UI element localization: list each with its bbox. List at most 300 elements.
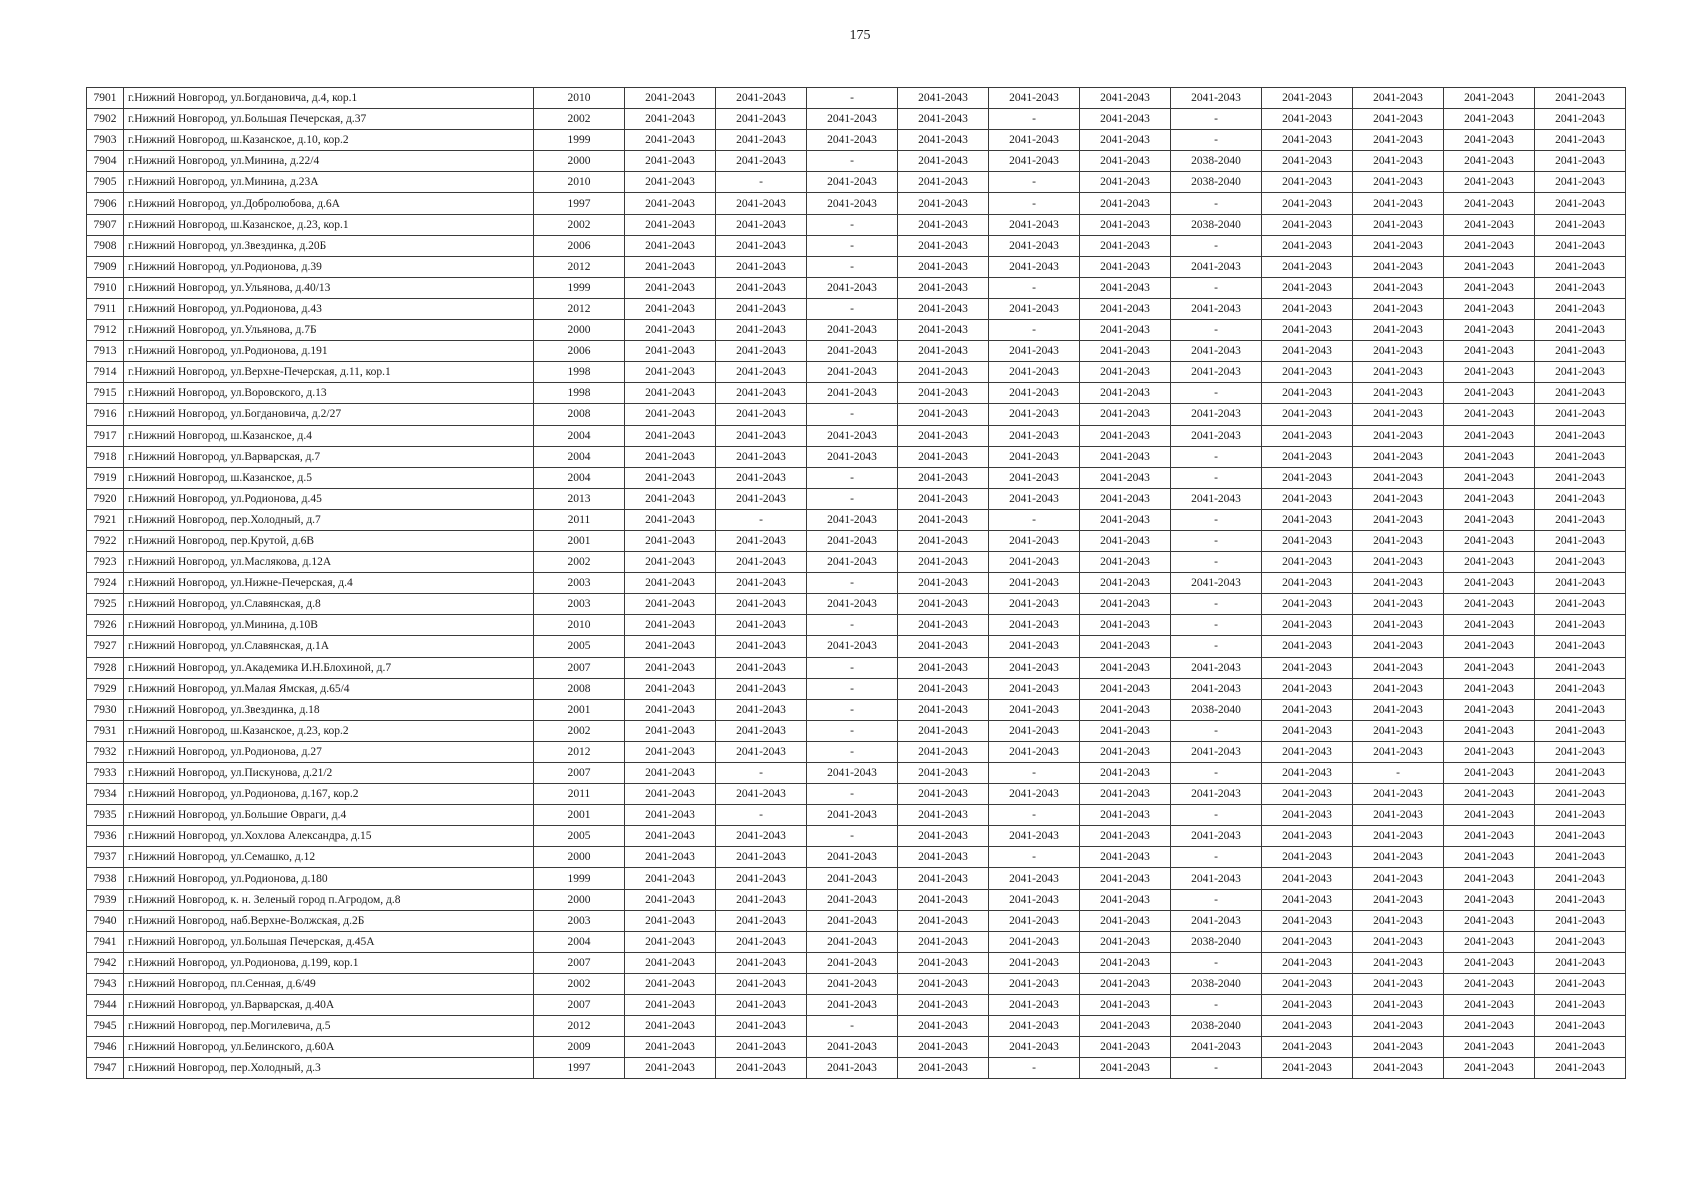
cell-period-6: 2041-2043 — [1080, 1058, 1171, 1079]
cell-year-built: 2007 — [534, 657, 625, 678]
cell-period-10: 2041-2043 — [1444, 530, 1535, 551]
cell-period-2: 2041-2043 — [716, 594, 807, 615]
cell-period-3: 2041-2043 — [807, 383, 898, 404]
table-row — [87, 488, 1626, 509]
cell-period-11: 2041-2043 — [1535, 573, 1626, 594]
cell-period-1: 2041-2043 — [625, 1037, 716, 1058]
cell-row-number: 7935 — [87, 805, 124, 826]
cell-year-built: 2007 — [534, 952, 625, 973]
cell-period-3: - — [807, 256, 898, 277]
cell-year-built: 2005 — [534, 636, 625, 657]
cell-period-4: 2041-2043 — [898, 678, 989, 699]
cell-period-5: - — [989, 109, 1080, 130]
cell-period-6: 2041-2043 — [1080, 1016, 1171, 1037]
cell-period-1: 2041-2043 — [625, 636, 716, 657]
cell-period-7: - — [1171, 320, 1262, 341]
cell-period-9: 2041-2043 — [1353, 636, 1444, 657]
cell-year-built: 2002 — [534, 214, 625, 235]
cell-row-number: 7924 — [87, 573, 124, 594]
cell-period-1: 2041-2043 — [625, 151, 716, 172]
cell-period-6: 2041-2043 — [1080, 805, 1171, 826]
cell-year-built: 2003 — [534, 573, 625, 594]
table-row — [87, 552, 1626, 573]
cell-period-4: 2041-2043 — [898, 530, 989, 551]
cell-period-1: 2041-2043 — [625, 362, 716, 383]
cell-period-3: - — [807, 699, 898, 720]
cell-period-2: 2041-2043 — [716, 952, 807, 973]
cell-year-built: 2013 — [534, 488, 625, 509]
cell-period-10: 2041-2043 — [1444, 362, 1535, 383]
cell-period-2: 2041-2043 — [716, 699, 807, 720]
cell-period-9: 2041-2043 — [1353, 720, 1444, 741]
cell-period-9: 2041-2043 — [1353, 488, 1444, 509]
cell-period-11: 2041-2043 — [1535, 235, 1626, 256]
cell-row-number: 7925 — [87, 594, 124, 615]
cell-period-5: - — [989, 1058, 1080, 1079]
table-row — [87, 214, 1626, 235]
cell-year-built: 2000 — [534, 320, 625, 341]
cell-period-10: 2041-2043 — [1444, 699, 1535, 720]
cell-period-5: 2041-2043 — [989, 130, 1080, 151]
cell-period-2: 2041-2043 — [716, 615, 807, 636]
cell-period-1: 2041-2043 — [625, 320, 716, 341]
cell-period-8: 2041-2043 — [1262, 256, 1353, 277]
cell-period-2: 2041-2043 — [716, 277, 807, 298]
cell-address: г.Нижний Новгород, ш.Казанское, д.23, кор.1 — [124, 214, 534, 235]
cell-period-9: 2041-2043 — [1353, 1016, 1444, 1037]
cell-period-7: - — [1171, 594, 1262, 615]
cell-period-6: 2041-2043 — [1080, 277, 1171, 298]
cell-period-7: - — [1171, 995, 1262, 1016]
cell-address: г.Нижний Новгород, ул.Добролюбова, д.6А — [124, 193, 534, 214]
cell-period-2: - — [716, 172, 807, 193]
cell-period-4: 2041-2043 — [898, 763, 989, 784]
cell-period-5: 2041-2043 — [989, 383, 1080, 404]
cell-period-3: - — [807, 404, 898, 425]
cell-year-built: 2001 — [534, 530, 625, 551]
cell-period-7: - — [1171, 720, 1262, 741]
cell-period-11: 2041-2043 — [1535, 615, 1626, 636]
cell-period-4: 2041-2043 — [898, 88, 989, 109]
cell-period-11: 2041-2043 — [1535, 910, 1626, 931]
cell-period-8: 2041-2043 — [1262, 741, 1353, 762]
cell-period-10: 2041-2043 — [1444, 657, 1535, 678]
cell-period-6: 2041-2043 — [1080, 488, 1171, 509]
table-row — [87, 657, 1626, 678]
cell-period-8: 2041-2043 — [1262, 847, 1353, 868]
cell-period-3: - — [807, 678, 898, 699]
cell-period-9: 2041-2043 — [1353, 341, 1444, 362]
cell-period-9: 2041-2043 — [1353, 615, 1444, 636]
cell-period-4: 2041-2043 — [898, 172, 989, 193]
cell-period-11: 2041-2043 — [1535, 720, 1626, 741]
cell-period-7: 2041-2043 — [1171, 910, 1262, 931]
cell-period-10: 2041-2043 — [1444, 678, 1535, 699]
cell-period-3: 2041-2043 — [807, 1037, 898, 1058]
cell-period-11: 2041-2043 — [1535, 678, 1626, 699]
cell-year-built: 2002 — [534, 973, 625, 994]
cell-period-10: 2041-2043 — [1444, 952, 1535, 973]
cell-period-3: 2041-2043 — [807, 193, 898, 214]
cell-period-9: 2041-2043 — [1353, 404, 1444, 425]
cell-period-5: - — [989, 509, 1080, 530]
cell-row-number: 7930 — [87, 699, 124, 720]
cell-row-number: 7905 — [87, 172, 124, 193]
cell-period-10: 2041-2043 — [1444, 151, 1535, 172]
cell-row-number: 7933 — [87, 763, 124, 784]
cell-period-4: 2041-2043 — [898, 868, 989, 889]
cell-address: г.Нижний Новгород, ул.Родионова, д.191 — [124, 341, 534, 362]
cell-period-10: 2041-2043 — [1444, 931, 1535, 952]
cell-period-4: 2041-2043 — [898, 109, 989, 130]
table-row — [87, 973, 1626, 994]
cell-period-9: 2041-2043 — [1353, 467, 1444, 488]
cell-period-3: 2041-2043 — [807, 277, 898, 298]
cell-period-4: 2041-2043 — [898, 214, 989, 235]
cell-period-1: 2041-2043 — [625, 552, 716, 573]
cell-period-4: 2041-2043 — [898, 362, 989, 383]
cell-period-3: - — [807, 88, 898, 109]
cell-period-4: 2041-2043 — [898, 277, 989, 298]
cell-period-3: - — [807, 298, 898, 319]
cell-period-8: 2041-2043 — [1262, 973, 1353, 994]
cell-period-8: 2041-2043 — [1262, 88, 1353, 109]
table-row — [87, 784, 1626, 805]
cell-year-built: 2005 — [534, 826, 625, 847]
cell-period-7: 2041-2043 — [1171, 88, 1262, 109]
table-row — [87, 109, 1626, 130]
cell-period-4: 2041-2043 — [898, 720, 989, 741]
cell-period-4: 2041-2043 — [898, 826, 989, 847]
cell-period-10: 2041-2043 — [1444, 720, 1535, 741]
cell-address: г.Нижний Новгород, ул.Нижне-Печерская, д.4 — [124, 573, 534, 594]
cell-period-10: 2041-2043 — [1444, 784, 1535, 805]
cell-period-10: 2041-2043 — [1444, 320, 1535, 341]
cell-period-3: - — [807, 615, 898, 636]
cell-period-8: 2041-2043 — [1262, 383, 1353, 404]
cell-period-4: 2041-2043 — [898, 1037, 989, 1058]
cell-period-9: 2041-2043 — [1353, 1058, 1444, 1079]
cell-period-11: 2041-2043 — [1535, 530, 1626, 551]
cell-year-built: 2001 — [534, 699, 625, 720]
cell-period-11: 2041-2043 — [1535, 425, 1626, 446]
cell-period-5: - — [989, 320, 1080, 341]
cell-period-6: 2041-2043 — [1080, 235, 1171, 256]
cell-period-11: 2041-2043 — [1535, 995, 1626, 1016]
cell-year-built: 2010 — [534, 88, 625, 109]
cell-period-3: 2041-2043 — [807, 1058, 898, 1079]
cell-period-2: - — [716, 805, 807, 826]
cell-period-4: 2041-2043 — [898, 298, 989, 319]
cell-address: г.Нижний Новгород, ул.Семашко, д.12 — [124, 847, 534, 868]
cell-period-6: 2041-2043 — [1080, 973, 1171, 994]
cell-period-9: 2041-2043 — [1353, 425, 1444, 446]
table-row — [87, 889, 1626, 910]
cell-period-3: - — [807, 784, 898, 805]
cell-period-3: 2041-2043 — [807, 952, 898, 973]
table-row — [87, 172, 1626, 193]
cell-year-built: 1999 — [534, 868, 625, 889]
cell-period-5: 2041-2043 — [989, 1037, 1080, 1058]
table-row — [87, 847, 1626, 868]
cell-period-10: 2041-2043 — [1444, 594, 1535, 615]
table-row — [87, 383, 1626, 404]
cell-period-9: 2041-2043 — [1353, 383, 1444, 404]
cell-period-10: 2041-2043 — [1444, 425, 1535, 446]
cell-period-9: 2041-2043 — [1353, 214, 1444, 235]
table-row — [87, 1037, 1626, 1058]
cell-period-7: 2041-2043 — [1171, 256, 1262, 277]
cell-period-10: 2041-2043 — [1444, 889, 1535, 910]
cell-address: г.Нижний Новгород, ул.Славянская, д.8 — [124, 594, 534, 615]
cell-row-number: 7909 — [87, 256, 124, 277]
cell-address: г.Нижний Новгород, ул.Ульянова, д.7Б — [124, 320, 534, 341]
cell-period-8: 2041-2043 — [1262, 235, 1353, 256]
cell-period-9: 2041-2043 — [1353, 193, 1444, 214]
cell-period-10: 2041-2043 — [1444, 88, 1535, 109]
cell-period-2: 2041-2043 — [716, 467, 807, 488]
table-row — [87, 952, 1626, 973]
cell-period-3: 2041-2043 — [807, 868, 898, 889]
cell-period-7: - — [1171, 552, 1262, 573]
cell-period-10: 2041-2043 — [1444, 1037, 1535, 1058]
cell-period-10: 2041-2043 — [1444, 826, 1535, 847]
cell-period-2: 2041-2043 — [716, 109, 807, 130]
cell-period-6: 2041-2043 — [1080, 931, 1171, 952]
cell-period-10: 2041-2043 — [1444, 193, 1535, 214]
cell-period-2: 2041-2043 — [716, 235, 807, 256]
cell-period-1: 2041-2043 — [625, 214, 716, 235]
cell-period-4: 2041-2043 — [898, 1058, 989, 1079]
cell-period-2: 2041-2043 — [716, 256, 807, 277]
cell-period-7: - — [1171, 615, 1262, 636]
cell-period-3: 2041-2043 — [807, 130, 898, 151]
cell-period-4: 2041-2043 — [898, 699, 989, 720]
cell-period-1: 2041-2043 — [625, 826, 716, 847]
cell-period-9: 2041-2043 — [1353, 151, 1444, 172]
cell-period-5: 2041-2043 — [989, 256, 1080, 277]
cell-period-6: 2041-2043 — [1080, 509, 1171, 530]
cell-period-2: 2041-2043 — [716, 720, 807, 741]
cell-period-6: 2041-2043 — [1080, 467, 1171, 488]
cell-year-built: 2003 — [534, 910, 625, 931]
cell-period-5: - — [989, 277, 1080, 298]
cell-period-6: 2041-2043 — [1080, 446, 1171, 467]
cell-period-4: 2041-2043 — [898, 931, 989, 952]
cell-period-1: 2041-2043 — [625, 847, 716, 868]
cell-period-4: 2041-2043 — [898, 383, 989, 404]
cell-period-6: 2041-2043 — [1080, 362, 1171, 383]
cell-period-3: 2041-2043 — [807, 847, 898, 868]
cell-period-3: 2041-2043 — [807, 763, 898, 784]
cell-period-3: 2041-2043 — [807, 109, 898, 130]
cell-period-5: 2041-2043 — [989, 784, 1080, 805]
cell-period-8: 2041-2043 — [1262, 805, 1353, 826]
cell-period-7: 2041-2043 — [1171, 868, 1262, 889]
cell-period-4: 2041-2043 — [898, 467, 989, 488]
cell-period-5: - — [989, 805, 1080, 826]
cell-period-6: 2041-2043 — [1080, 193, 1171, 214]
cell-year-built: 2000 — [534, 151, 625, 172]
cell-period-8: 2041-2043 — [1262, 889, 1353, 910]
cell-period-6: 2041-2043 — [1080, 530, 1171, 551]
cell-address: г.Нижний Новгород, ул.Звездинка, д.18 — [124, 699, 534, 720]
cell-period-4: 2041-2043 — [898, 995, 989, 1016]
cell-row-number: 7941 — [87, 931, 124, 952]
cell-period-6: 2041-2043 — [1080, 910, 1171, 931]
cell-period-4: 2041-2043 — [898, 847, 989, 868]
cell-address: г.Нижний Новгород, ул.Родионова, д.180 — [124, 868, 534, 889]
table-row — [87, 509, 1626, 530]
cell-period-8: 2041-2043 — [1262, 868, 1353, 889]
cell-period-1: 2041-2043 — [625, 488, 716, 509]
cell-period-10: 2041-2043 — [1444, 488, 1535, 509]
cell-period-8: 2041-2043 — [1262, 530, 1353, 551]
cell-period-5: 2041-2043 — [989, 931, 1080, 952]
cell-row-number: 7936 — [87, 826, 124, 847]
cell-row-number: 7907 — [87, 214, 124, 235]
cell-period-6: 2041-2043 — [1080, 889, 1171, 910]
cell-period-9: 2041-2043 — [1353, 88, 1444, 109]
cell-period-3: 2041-2043 — [807, 910, 898, 931]
cell-period-1: 2041-2043 — [625, 277, 716, 298]
cell-period-5: 2041-2043 — [989, 446, 1080, 467]
cell-period-1: 2041-2043 — [625, 699, 716, 720]
cell-period-3: 2041-2043 — [807, 509, 898, 530]
cell-period-2: 2041-2043 — [716, 151, 807, 172]
cell-period-2: 2041-2043 — [716, 446, 807, 467]
cell-row-number: 7915 — [87, 383, 124, 404]
cell-period-11: 2041-2043 — [1535, 383, 1626, 404]
cell-period-4: 2041-2043 — [898, 1016, 989, 1037]
cell-period-1: 2041-2043 — [625, 910, 716, 931]
cell-period-11: 2041-2043 — [1535, 784, 1626, 805]
cell-period-8: 2041-2043 — [1262, 151, 1353, 172]
cell-period-5: 2041-2043 — [989, 995, 1080, 1016]
cell-period-2: 2041-2043 — [716, 1037, 807, 1058]
cell-period-5: 2041-2043 — [989, 235, 1080, 256]
cell-period-1: 2041-2043 — [625, 805, 716, 826]
cell-period-3: - — [807, 826, 898, 847]
cell-period-5: 2041-2043 — [989, 488, 1080, 509]
cell-period-10: 2041-2043 — [1444, 509, 1535, 530]
cell-period-11: 2041-2043 — [1535, 657, 1626, 678]
cell-period-6: 2041-2043 — [1080, 88, 1171, 109]
cell-period-8: 2041-2043 — [1262, 720, 1353, 741]
cell-period-7: 2041-2043 — [1171, 741, 1262, 762]
cell-period-3: 2041-2043 — [807, 889, 898, 910]
cell-period-1: 2041-2043 — [625, 109, 716, 130]
cell-period-6: 2041-2043 — [1080, 425, 1171, 446]
cell-period-9: 2041-2043 — [1353, 256, 1444, 277]
cell-period-5: 2041-2043 — [989, 151, 1080, 172]
cell-period-10: 2041-2043 — [1444, 383, 1535, 404]
cell-period-7: 2041-2043 — [1171, 826, 1262, 847]
cell-year-built: 2001 — [534, 805, 625, 826]
cell-period-11: 2041-2043 — [1535, 889, 1626, 910]
cell-period-10: 2041-2043 — [1444, 277, 1535, 298]
cell-period-7: - — [1171, 130, 1262, 151]
cell-period-7: - — [1171, 467, 1262, 488]
cell-period-9: 2041-2043 — [1353, 699, 1444, 720]
cell-period-4: 2041-2043 — [898, 130, 989, 151]
cell-period-9: 2041-2043 — [1353, 995, 1444, 1016]
cell-period-5: 2041-2043 — [989, 425, 1080, 446]
cell-period-5: 2041-2043 — [989, 868, 1080, 889]
cell-row-number: 7919 — [87, 467, 124, 488]
cell-period-7: - — [1171, 193, 1262, 214]
cell-period-2: 2041-2043 — [716, 678, 807, 699]
cell-period-6: 2041-2043 — [1080, 847, 1171, 868]
cell-period-11: 2041-2043 — [1535, 826, 1626, 847]
cell-year-built: 2000 — [534, 847, 625, 868]
table-row — [87, 826, 1626, 847]
cell-period-10: 2041-2043 — [1444, 615, 1535, 636]
cell-period-1: 2041-2043 — [625, 973, 716, 994]
cell-period-9: 2041-2043 — [1353, 910, 1444, 931]
cell-period-5: 2041-2043 — [989, 214, 1080, 235]
cell-period-9: 2041-2043 — [1353, 889, 1444, 910]
cell-period-11: 2041-2043 — [1535, 1058, 1626, 1079]
cell-period-2: 2041-2043 — [716, 995, 807, 1016]
cell-period-9: 2041-2043 — [1353, 277, 1444, 298]
cell-period-11: 2041-2043 — [1535, 256, 1626, 277]
cell-period-9: 2041-2043 — [1353, 509, 1444, 530]
cell-period-5: 2041-2043 — [989, 889, 1080, 910]
cell-address: г.Нижний Новгород, ул.Варварская, д.40А — [124, 995, 534, 1016]
cell-period-10: 2041-2043 — [1444, 172, 1535, 193]
cell-year-built: 1998 — [534, 383, 625, 404]
cell-row-number: 7921 — [87, 509, 124, 530]
cell-period-2: 2041-2043 — [716, 383, 807, 404]
cell-address: г.Нижний Новгород, ул.Ульянова, д.40/13 — [124, 277, 534, 298]
cell-period-11: 2041-2043 — [1535, 214, 1626, 235]
cell-address: г.Нижний Новгород, ул.Белинского, д.60А — [124, 1037, 534, 1058]
cell-period-1: 2041-2043 — [625, 741, 716, 762]
cell-year-built: 2006 — [534, 235, 625, 256]
cell-address: г.Нижний Новгород, пер.Холодный, д.7 — [124, 509, 534, 530]
table-row — [87, 741, 1626, 762]
cell-period-4: 2041-2043 — [898, 973, 989, 994]
cell-period-2: 2041-2043 — [716, 784, 807, 805]
cell-period-1: 2041-2043 — [625, 383, 716, 404]
cell-year-built: 2012 — [534, 741, 625, 762]
cell-period-4: 2041-2043 — [898, 784, 989, 805]
cell-period-5: 2041-2043 — [989, 973, 1080, 994]
table-row — [87, 404, 1626, 425]
table-row — [87, 467, 1626, 488]
cell-row-number: 7913 — [87, 341, 124, 362]
page-number: 175 — [849, 28, 871, 43]
cell-year-built: 2004 — [534, 446, 625, 467]
table-row — [87, 530, 1626, 551]
cell-year-built: 2002 — [534, 109, 625, 130]
cell-period-6: 2041-2043 — [1080, 130, 1171, 151]
cell-period-4: 2041-2043 — [898, 741, 989, 762]
schedule-table-body — [87, 88, 1626, 1079]
table-row — [87, 130, 1626, 151]
table-row — [87, 805, 1626, 826]
cell-period-3: - — [807, 235, 898, 256]
cell-period-6: 2041-2043 — [1080, 320, 1171, 341]
cell-row-number: 7931 — [87, 720, 124, 741]
cell-period-3: 2041-2043 — [807, 995, 898, 1016]
cell-period-7: 2041-2043 — [1171, 362, 1262, 383]
cell-period-2: 2041-2043 — [716, 826, 807, 847]
cell-period-6: 2041-2043 — [1080, 1037, 1171, 1058]
cell-year-built: 2008 — [534, 404, 625, 425]
schedule-table — [86, 87, 1626, 1079]
